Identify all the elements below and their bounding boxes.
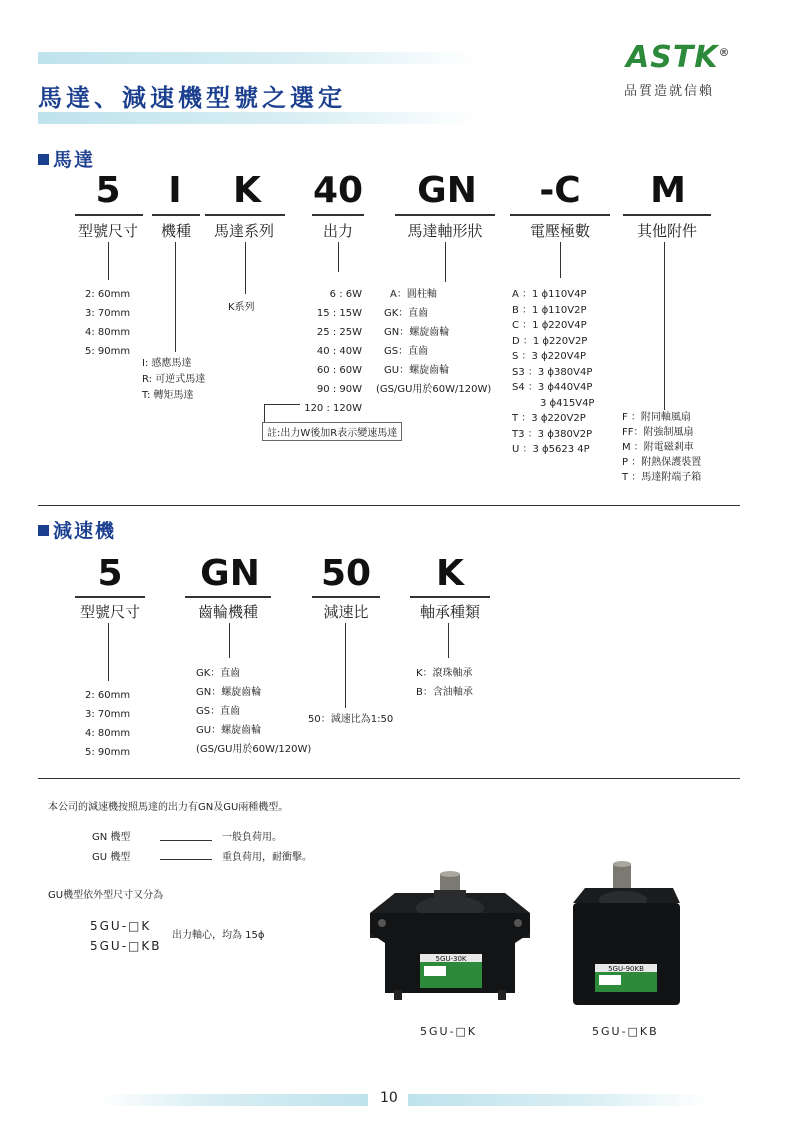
reducer-ratio: 50：減速比為1:50 [308, 714, 394, 725]
gn-desc: 一般負荷用。 [222, 832, 282, 843]
underline [312, 214, 364, 216]
page-title: 馬達、減速機型號之選定 [38, 84, 346, 112]
underline [75, 214, 143, 216]
reducer-section-label: 減速機 [53, 520, 117, 542]
underline [185, 596, 271, 598]
list-item: A：圓柱軸 [390, 289, 437, 300]
connector-line [338, 242, 339, 272]
list-item: S4 ：3 ϕ440V4P [512, 382, 593, 393]
motor-code-size: 5 [95, 170, 121, 211]
square-bullet-icon [38, 154, 49, 165]
list-item: GU：螺旋齒輪 [196, 725, 262, 736]
connector-line [245, 242, 246, 294]
underline [623, 214, 711, 216]
section-divider [38, 505, 740, 506]
label-machine-type: 機種 [160, 222, 191, 240]
right-nameplate-text: 5GU-90KB [608, 965, 644, 973]
list-item: K：滾珠軸承 [416, 668, 473, 679]
footer-band-right [408, 1094, 708, 1106]
list-item: 2: 60mm [85, 289, 131, 300]
motor-section-title [38, 145, 95, 172]
list-item: T: 轉矩馬達 [142, 390, 194, 401]
list-item: S ：3 ϕ220V4P [512, 351, 586, 362]
reducer-section-title [38, 516, 116, 543]
list-item: GS：直齒 [384, 346, 429, 357]
list-item: 120 : 120W [304, 403, 362, 414]
motor-code-output: 40 [312, 170, 364, 211]
list-item: A ：1 ϕ110V4P [512, 289, 587, 300]
list-item: T ：馬達附端子箱 [622, 472, 702, 483]
motor-voltage-list [512, 287, 594, 458]
list-item: GU：螺旋齒輪 [384, 365, 450, 376]
reducer-gear-list [196, 664, 311, 759]
gu-kb-code: 5GU-□KB [90, 939, 162, 953]
label-voltage-poles: 電壓極數 [529, 222, 590, 240]
list-item: FF：附強制風扇 [622, 427, 694, 438]
motor-section-label: 馬達 [53, 149, 96, 171]
label-output: 出力 [322, 222, 353, 240]
list-item: 3 ϕ415V4P [540, 397, 595, 409]
logo-text: ASTK [626, 40, 719, 75]
list-item: 15 : 15W [316, 308, 362, 319]
underline [205, 214, 285, 216]
list-item: 40 : 40W [316, 346, 362, 357]
note-connector [264, 404, 265, 422]
underline [75, 596, 145, 598]
label-reducer-size: 型號尺寸 [79, 603, 140, 621]
reducer-code-gear: GN [200, 553, 260, 594]
label-accessories: 其他附件 [636, 222, 697, 240]
underline [510, 214, 610, 216]
list-item: 6 : 6W [329, 289, 362, 300]
gn-dash [160, 840, 212, 841]
list-item: 3: 70mm [85, 709, 131, 720]
motor-code-voltage: -C [539, 170, 581, 211]
slogan: 品質造就信賴 [624, 84, 715, 99]
gu-sizes-title: GU機型依外型尺寸又分為 [48, 890, 164, 901]
gu-desc: 重負荷用，耐衝擊。 [222, 852, 312, 863]
list-item: T ：3 ϕ220V2P [512, 413, 586, 424]
header-band-bottom [38, 112, 478, 124]
reducer-code-ratio: 50 [320, 553, 372, 594]
motor-code-accessory: M [650, 170, 686, 211]
list-item: C ：1 ϕ220V4P [512, 320, 587, 331]
gu-kb-gearbox-image [565, 858, 685, 1017]
label-model-size: 型號尺寸 [77, 222, 138, 240]
motor-code-shaft: GN [417, 170, 477, 211]
motor-output-list [300, 285, 362, 418]
underline [395, 214, 495, 216]
reducer-intro: 本公司的減速機按照馬達的出力有GN及GU兩種機型。 [48, 802, 289, 813]
label-motor-series: 馬達系列 [213, 222, 274, 240]
list-item: GK：直齒 [384, 308, 429, 319]
list-item: 25 : 25W [316, 327, 362, 338]
astk-logo [626, 40, 731, 75]
label-shaft-shape: 馬達軸形狀 [407, 222, 483, 240]
connector-line [664, 242, 665, 410]
connector-line [229, 623, 230, 658]
square-bullet-icon [38, 525, 49, 536]
connector-line [448, 623, 449, 658]
left-nameplate-text: 5GU-30K [435, 955, 467, 963]
list-item: 60 : 60W [316, 365, 362, 376]
label-bearing-type: 軸承種類 [419, 603, 480, 621]
list-item: 5: 90mm [85, 747, 131, 758]
connector-line [560, 242, 561, 278]
motor-accessory-list [622, 410, 701, 485]
motor-series: K系列 [228, 302, 255, 313]
underline [152, 214, 200, 216]
left-caption: 5GU-□K [420, 1025, 478, 1038]
motor-shaft-list [376, 285, 492, 399]
logo-reg: ® [718, 46, 731, 59]
list-item: F ：附同軸風扇 [622, 412, 691, 423]
connector-line [445, 242, 446, 282]
list-item: (GS/GU用於60W/120W) [376, 384, 492, 395]
section-divider [38, 778, 740, 779]
list-item: 3: 70mm [85, 308, 131, 319]
gu-shaft-note: 出力軸心，均為 15ϕ [172, 930, 265, 941]
list-item: 4: 80mm [85, 728, 131, 739]
list-item: GN：螺旋齒輪 [196, 687, 262, 698]
list-item: B：含油軸承 [416, 687, 473, 698]
reducer-code-bearing: K [436, 553, 464, 594]
motor-size-list [85, 285, 130, 361]
list-item: GN：螺旋齒輪 [384, 327, 450, 338]
connector-line [108, 623, 109, 681]
list-item: T3 ：3 ϕ380V2P [512, 428, 593, 440]
reducer-bearing-list [416, 664, 473, 702]
list-item: GS：直齒 [196, 706, 241, 717]
gu-k-gearbox-image [360, 868, 540, 1012]
gu-label: GU 機型 [92, 852, 131, 863]
reducer-size-list [85, 686, 130, 762]
underline [410, 596, 490, 598]
list-item: 90 : 90W [316, 384, 362, 395]
list-item: D ：1 ϕ220V2P [512, 335, 588, 347]
output-note: 註:出力W後加R表示變速馬達 [262, 422, 402, 441]
gn-label: GN 機型 [92, 832, 131, 843]
connector-line [345, 623, 346, 708]
note-connector [264, 404, 300, 405]
motor-code-series: K [233, 170, 261, 211]
list-item: 4: 80mm [85, 327, 131, 338]
list-item: GK：直齒 [196, 668, 241, 679]
header-band-top [38, 52, 478, 64]
list-item: I: 感應馬達 [142, 358, 192, 369]
connector-line [108, 242, 109, 280]
list-item: M ：附電磁剎車 [622, 442, 694, 453]
list-item: R: 可逆式馬達 [142, 374, 206, 385]
list-item: (GS/GU用於60W/120W) [196, 744, 312, 755]
label-reduction-ratio: 減速比 [323, 603, 369, 621]
right-caption: 5GU-□KB [592, 1025, 659, 1038]
reducer-code-size: 5 [97, 553, 123, 594]
connector-line [175, 242, 176, 352]
list-item: 5: 90mm [85, 346, 131, 357]
footer-band-left [100, 1094, 368, 1106]
list-item: 2: 60mm [85, 690, 131, 701]
motor-type-list [142, 356, 205, 404]
list-item: S3 ：3 ϕ380V4P [512, 366, 593, 378]
page-number: 10 [380, 1090, 398, 1106]
underline [312, 596, 380, 598]
gu-dash [160, 859, 212, 860]
list-item: B ：1 ϕ110V2P [512, 304, 587, 316]
label-gear-type: 齒輪機種 [197, 603, 258, 621]
list-item: P ：附熱保護裝置 [622, 457, 702, 468]
gu-k-code: 5GU-□K [90, 919, 152, 933]
list-item: U ：3 ϕ5623 4P [512, 444, 590, 455]
motor-code-type: I [168, 170, 182, 211]
